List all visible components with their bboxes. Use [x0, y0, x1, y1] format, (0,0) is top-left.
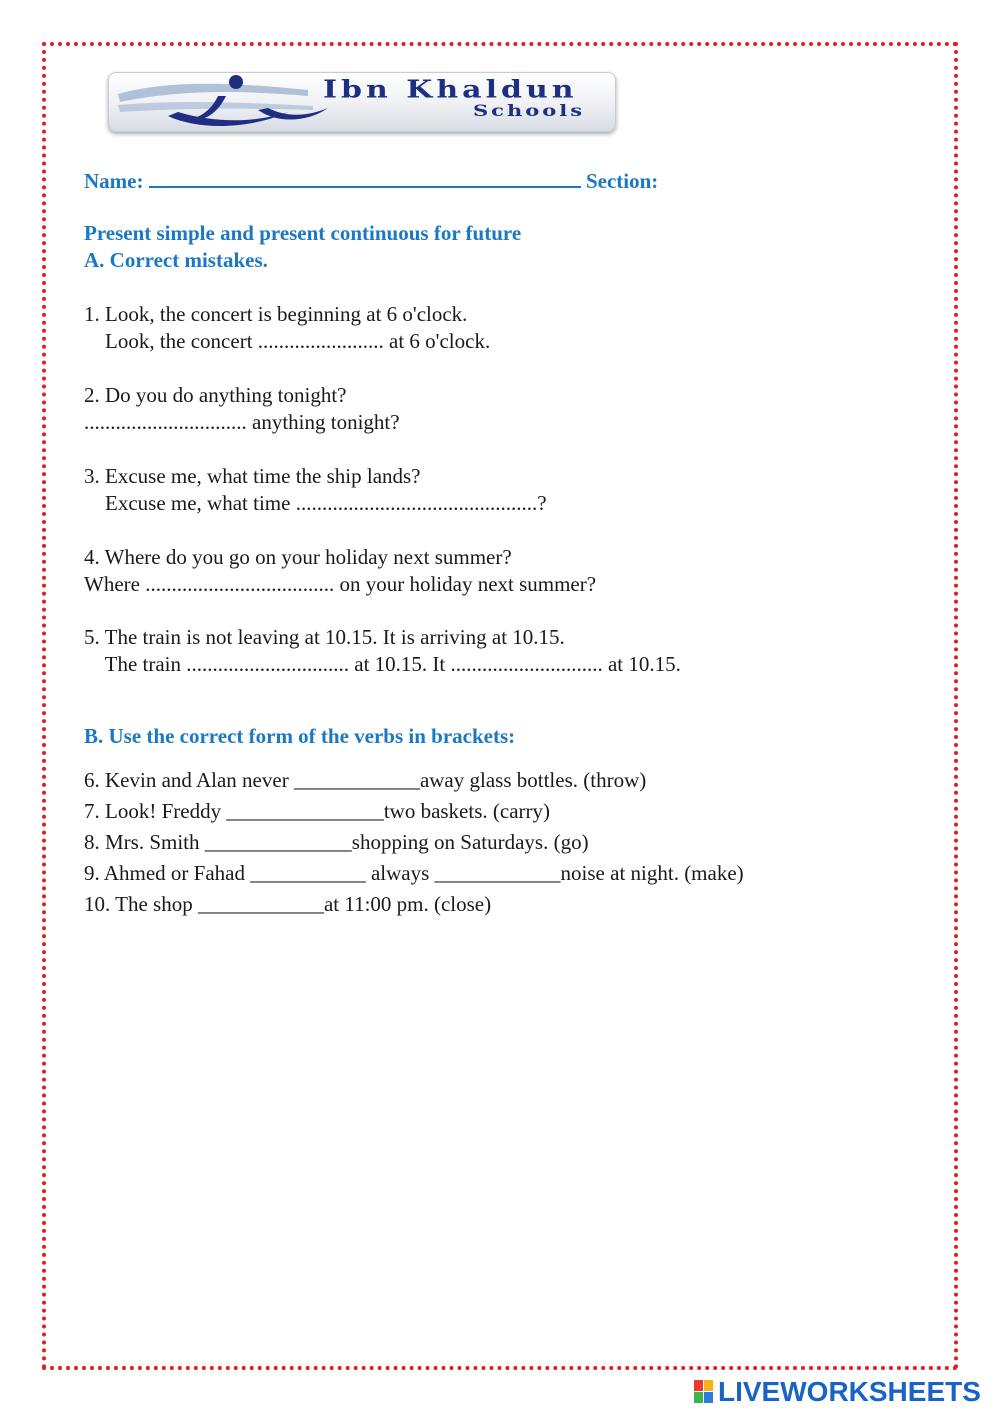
liveworksheets-watermark — [694, 1377, 994, 1407]
liveworksheets-logo-icon — [694, 1380, 714, 1404]
worksheet-title: Present simple and present continuous for future — [84, 221, 522, 245]
logo-subtitle: Schools — [473, 101, 586, 120]
verb-exercise-item[interactable]: 10. The shop ____________at 11:00 pm. (close) — [84, 892, 492, 916]
verb-exercise-item[interactable]: 9. Ahmed or Fahad ___________ always ____________noise at night. (make) — [84, 861, 744, 885]
school-logo — [108, 72, 616, 132]
liveworksheets-brand-text: LIVEWORKSHEETS — [718, 1376, 981, 1407]
exercise-sentence: 3. Excuse me, what time the ship lands? — [84, 464, 421, 488]
name-blank-line[interactable] — [149, 166, 581, 188]
exercise-answer-line[interactable]: Excuse me, what time ..............................................? — [84, 491, 547, 515]
section-b-heading: B. Use the correct form of the verbs in brackets: — [84, 724, 516, 748]
exercise-sentence: 2. Do you do anything tonight? — [84, 383, 347, 407]
exercise-sentence: 1. Look, the concert is beginning at 6 o'clock. — [84, 302, 468, 326]
exercise-sentence: 4. Where do you go on your holiday next summer? — [84, 545, 512, 569]
exercise-sentence: 5. The train is not leaving at 10.15. It is arriving at 10.15. — [84, 625, 565, 649]
exercise-answer-line[interactable]: ............................... anything tonight? — [84, 410, 400, 434]
verb-exercise-item[interactable]: 7. Look! Freddy _______________two baskets. (carry) — [84, 799, 550, 823]
name-section-row — [84, 166, 658, 194]
section-label: Section: — [585, 169, 659, 193]
logo-title: Ibn Khaldun — [323, 76, 578, 104]
section-a-heading: A. Correct mistakes. — [84, 248, 268, 272]
exercise-answer-line[interactable]: The train ............................... at 10.15. It ............................. at 10.15. — [84, 652, 681, 676]
verb-exercise-item[interactable]: 8. Mrs. Smith ______________shopping on Saturdays. (go) — [84, 830, 589, 854]
exercise-answer-line[interactable]: Where .................................... on your holiday next summer? — [84, 572, 597, 596]
verb-exercise-item[interactable]: 6. Kevin and Alan never ____________away glass bottles. (throw) — [84, 768, 647, 792]
exercise-answer-line[interactable]: Look, the concert ........................ at 6 o'clock. — [84, 329, 491, 353]
name-label: Name: — [84, 169, 144, 193]
